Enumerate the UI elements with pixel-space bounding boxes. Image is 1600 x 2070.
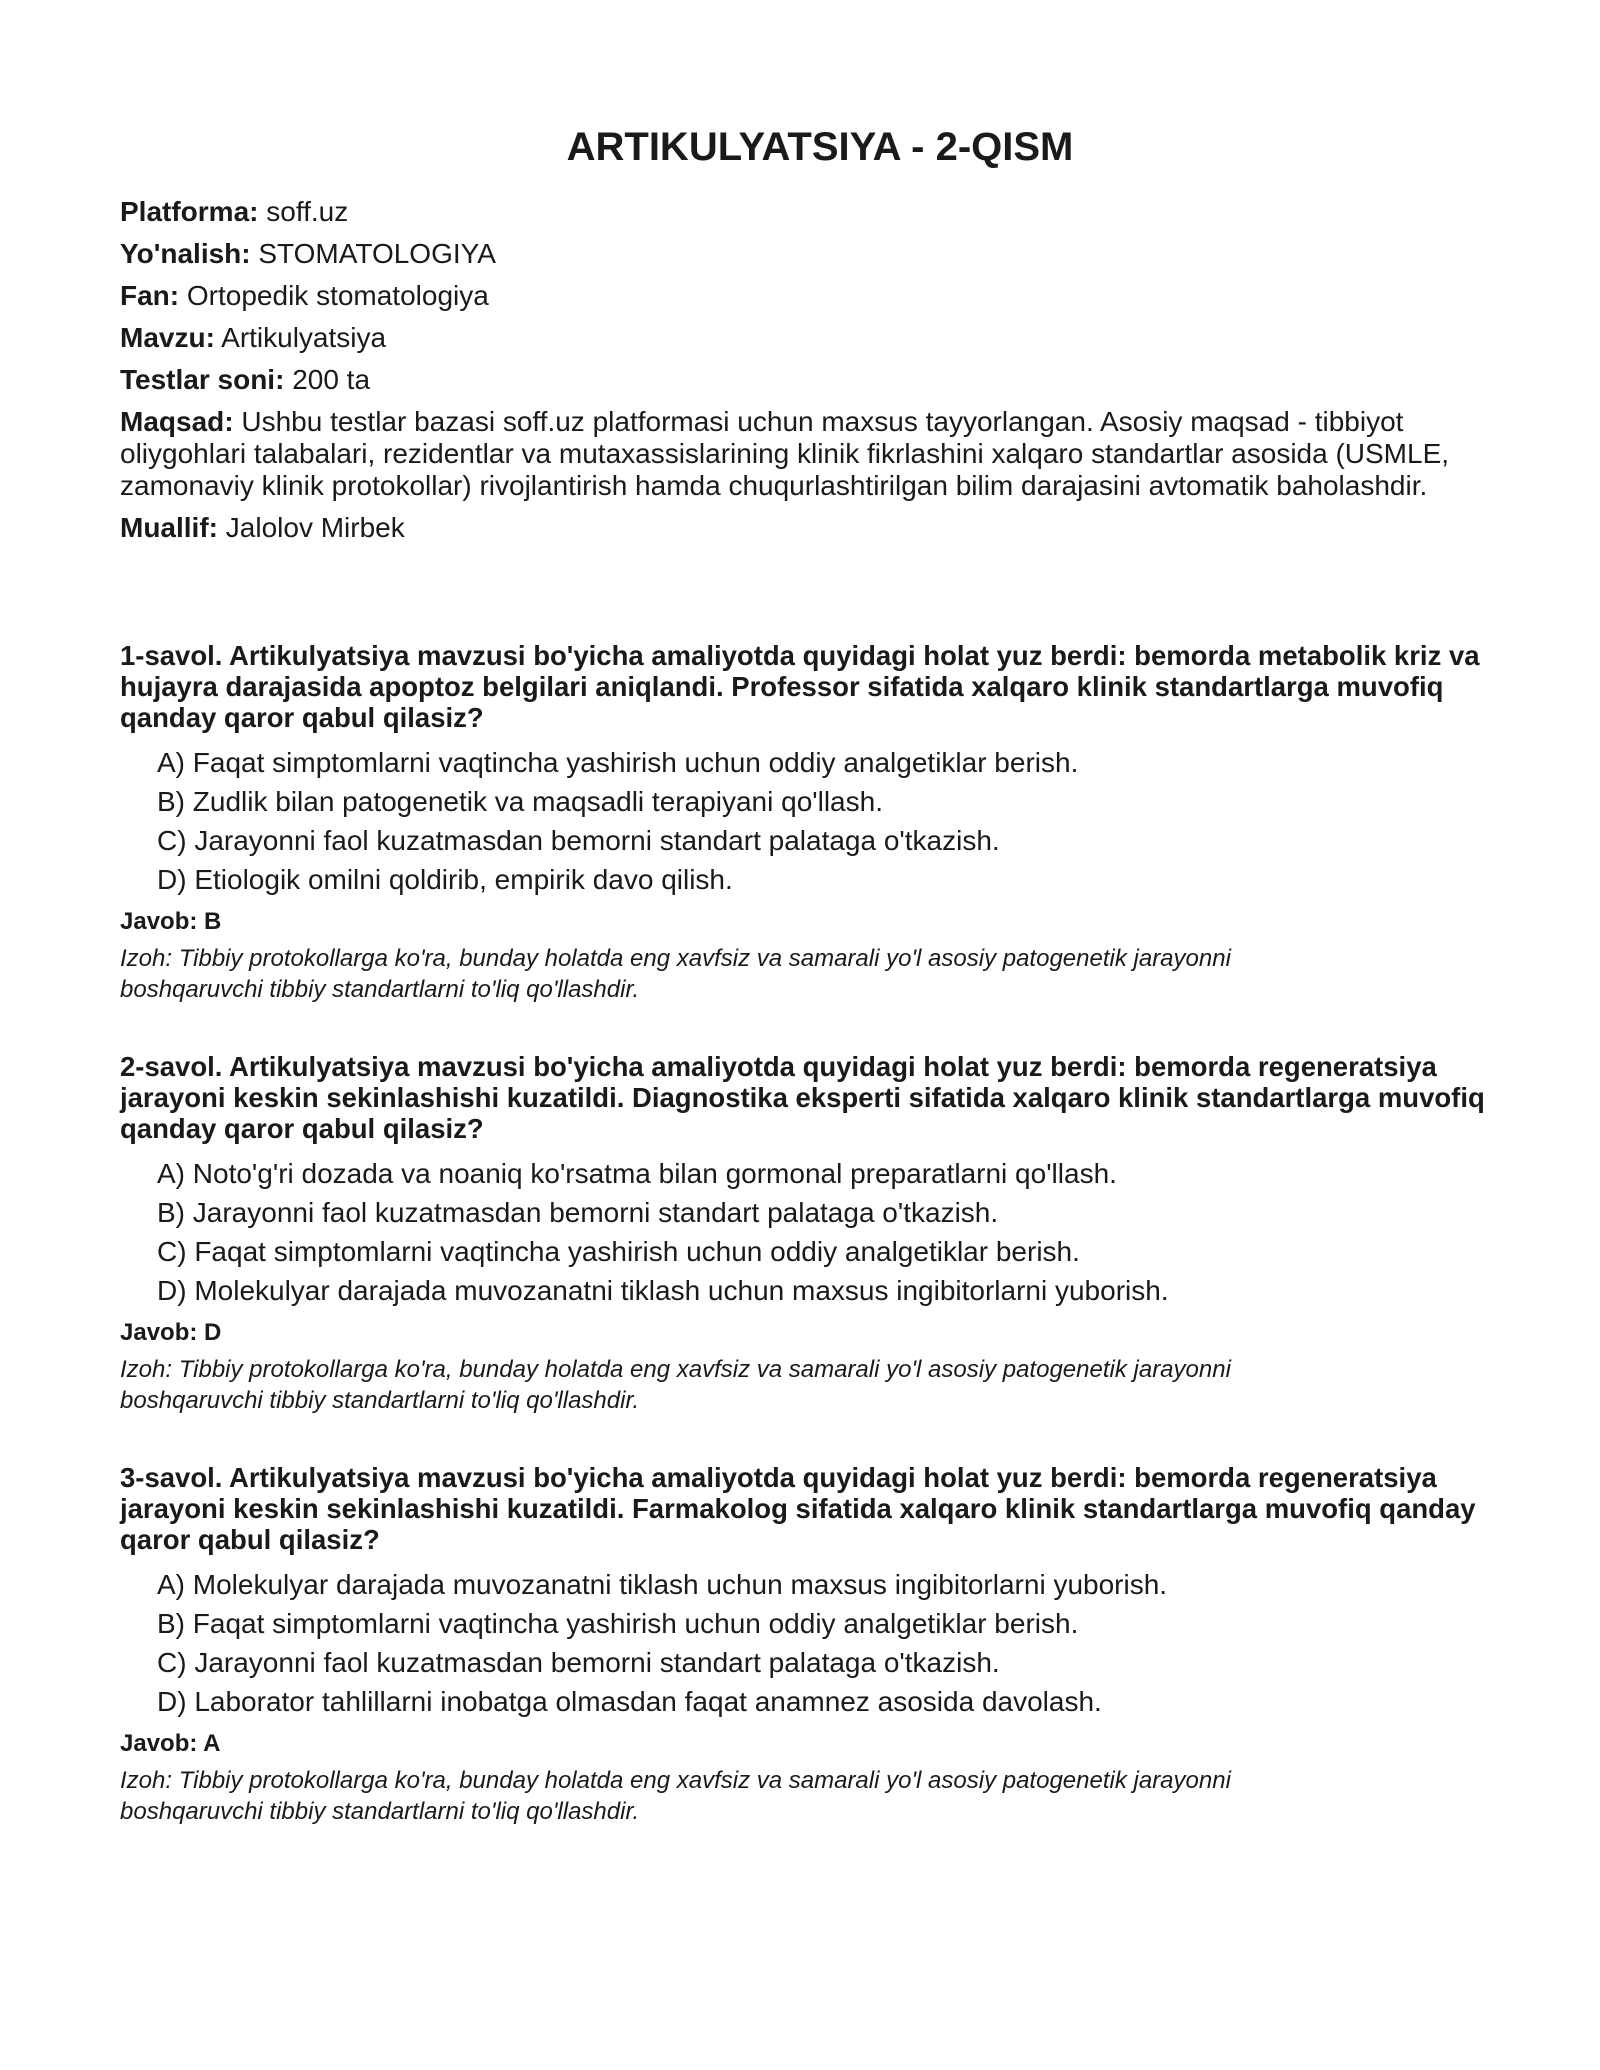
document-page <box>120 118 1490 1873</box>
option-c: C) Jarayonni faol kuzatmasdan bemorni standart palataga o'tkazish. <box>157 1647 1000 1678</box>
option-b: B) Faqat simptomlarni vaqtincha yashirish uchun oddiy analgetiklar berish. <box>157 1608 1079 1639</box>
topic-line <box>120 322 1490 354</box>
explanation-note: Izoh: Tibbiy protokollarga ko'ra, bunday holatda eng xavfsiz va samarali yo'l asosiy patogenetik jarayonni boshqaruvchi tibbiy standartlarni to'liq qo'llashdir. <box>120 1767 1231 1825</box>
topic-label: Mavzu: <box>120 322 215 353</box>
subject-label: Fan: <box>120 280 180 311</box>
option-c: C) Jarayonni faol kuzatmasdan bemorni standart palataga o'tkazish. <box>157 825 1000 856</box>
answer-key: Javob: D <box>120 1319 222 1346</box>
question-item <box>120 1051 1490 1416</box>
test-count-value: 200 ta <box>292 364 371 395</box>
direction-value: STOMATOLOGIYA <box>258 238 496 269</box>
answer-options <box>120 1565 1490 1721</box>
questions-list <box>120 640 1490 1827</box>
option-a: A) Noto'g'ri dozada va noaniq ko'rsatma bilan gormonal preparatlarni qo'llash. <box>157 1158 1117 1189</box>
answer-options <box>120 1154 1490 1310</box>
direction-line <box>120 238 1490 270</box>
question-text: 1-savol. Artikulyatsiya mavzusi bo'yicha amaliyotda quyidagi holat yuz berdi: bemorda metabolik kriz va hujayra darajasida apoptoz belgilari aniqlandi. Professor sifatida xalqaro klinik standartlarga muvofiq qanday qaror qabul qilasiz? <box>120 640 1480 733</box>
explanation-note: Izoh: Tibbiy protokollarga ko'ra, bunday holatda eng xavfsiz va samarali yo'l asosiy patogenetik jarayonni boshqaruvchi tibbiy standartlarni to'liq qo'llashdir. <box>120 945 1231 1003</box>
subject-line <box>120 280 1490 312</box>
subject-value: Ortopedik stomatologiya <box>186 280 489 311</box>
answer-options <box>120 743 1490 899</box>
option-b: B) Jarayonni faol kuzatmasdan bemorni standart palataga o'tkazish. <box>157 1197 999 1228</box>
answer-key: Javob: B <box>120 908 222 935</box>
question-item <box>120 640 1490 1005</box>
author-line <box>120 512 1490 544</box>
explanation-note: Izoh: Tibbiy protokollarga ko'ra, bunday holatda eng xavfsiz va samarali yo'l asosiy patogenetik jarayonni boshqaruvchi tibbiy standartlarni to'liq qo'llashdir. <box>120 1356 1231 1414</box>
metadata-section <box>120 196 1490 544</box>
test-count-line <box>120 364 1490 396</box>
option-d: D) Molekulyar darajada muvozanatni tiklash uchun maxsus ingibitorlarni yuborish. <box>157 1275 1169 1306</box>
platform-value: soff.uz <box>266 196 349 227</box>
test-count-label: Testlar soni: <box>120 364 285 395</box>
option-d: D) Etiologik omilni qoldirib, empirik davo qilish. <box>157 864 733 895</box>
question-item <box>120 1462 1490 1827</box>
option-c: C) Faqat simptomlarni vaqtincha yashirish uchun oddiy analgetiklar berish. <box>157 1236 1080 1267</box>
purpose-line <box>120 406 1490 502</box>
option-a: A) Molekulyar darajada muvozanatni tiklash uchun maxsus ingibitorlarni yuborish. <box>157 1569 1168 1600</box>
topic-value: Artikulyatsiya <box>221 322 387 353</box>
author-value: Jalolov Mirbek <box>225 512 405 543</box>
option-b: B) Zudlik bilan patogenetik va maqsadli terapiyani qo'llash. <box>157 786 883 817</box>
purpose-label: Maqsad: <box>120 406 234 437</box>
answer-key: Javob: A <box>120 1730 221 1757</box>
platform-line <box>120 196 1490 228</box>
option-d: D) Laborator tahlillarni inobatga olmasdan faqat anamnez asosida davolash. <box>157 1686 1102 1717</box>
question-text: 2-savol. Artikulyatsiya mavzusi bo'yicha amaliyotda quyidagi holat yuz berdi: bemorda regeneratsiya jarayoni keskin sekinlashishi kuzatildi. Diagnostika eksperti sifatida xalqaro klinik standartlarga muvofiq qanday qaror qabul qilasiz? <box>120 1051 1485 1144</box>
platform-label: Platforma: <box>120 196 259 227</box>
author-label: Muallif: <box>120 512 218 543</box>
option-a: A) Faqat simptomlarni vaqtincha yashirish uchun oddiy analgetiklar berish. <box>157 747 1079 778</box>
document-title: ARTIKULYATSIYA - 2-QISM <box>566 125 1074 169</box>
question-text: 3-savol. Artikulyatsiya mavzusi bo'yicha amaliyotda quyidagi holat yuz berdi: bemorda regeneratsiya jarayoni keskin sekinlashishi kuzatildi. Farmakolog sifatida xalqaro klinik standartlarga muvofiq qanday qaror qabul qilasiz? <box>120 1462 1476 1555</box>
direction-label: Yo'nalish: <box>120 238 251 269</box>
purpose-value: Ushbu testlar bazasi soff.uz platformasi uchun maxsus tayyorlangan. Asosiy maqsad - tibbiyot oliygohlari talabalari, rezidentlar va mutaxassislarining klinik fikrlashini xalqaro standartlar asosida (USMLE, zamonaviy klinik protokollar) rivojlantirish hamda chuqurlashtirilgan bilim darajasini avtomatik baholashdir. <box>120 406 1450 501</box>
